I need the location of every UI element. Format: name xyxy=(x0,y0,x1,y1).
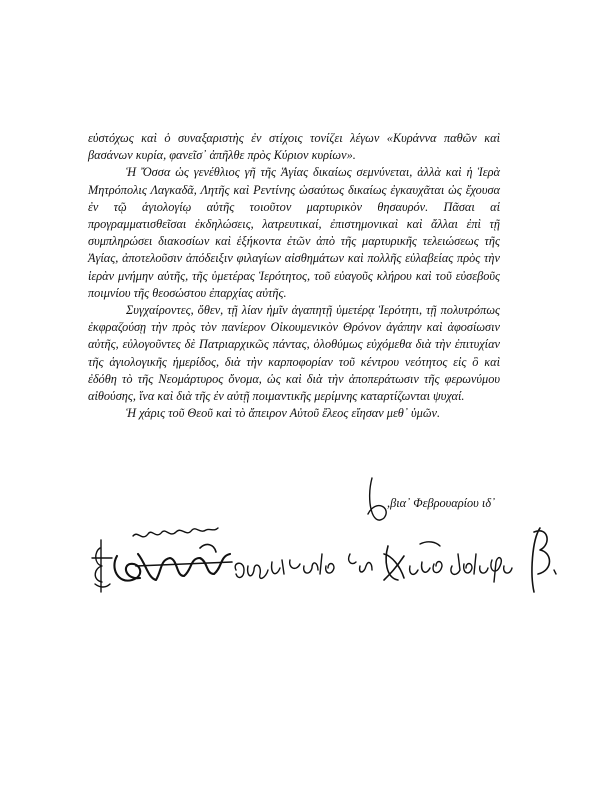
paragraph-quote: εὐστόχως καὶ ὁ συναξαριστὴς ἐν στίχοις τονίζει λέγων «Κυράννα παθῶν καὶ βασάνων κυρία, φανεῖσ᾽ ἀπῆλθε πρὸς Κύριον κυρίων». xyxy=(88,131,500,163)
date-line: ,βια᾽ Φεβρουαρίου ιδ᾽ xyxy=(387,496,496,510)
paragraph-ossa: Ἡ Ὄσσα ὡς γενέθλιος γῆ τῆς Ἁγίας δικαίως σεμνύνεται, ἀλλὰ καὶ ἡ Ἱερὰ Μητρόπολις Λαγκαδᾶ, Λητῆς καὶ Ρεντίνης ὡσαύτως δικαίως ἐγκαυχᾶται ὡς ἔχουσα ἐν τῷ ἁγιολογίῳ αὐτῆς τοιοῦτον μαρτυρικὸν θησαυρόν. Πᾶσαι αἱ προγραμματισθεῖσαι ἐκδηλώσεις, λατρευτικαί, ἐπιστημονικαὶ καὶ ἄλλαι ἐπὶ τῇ συμπληρώσει διακοσίων καὶ ἑξήκοντα ἐτῶν ἀπὸ τῆς μαρτυρικῆς τελειώσεως τῆς Ἁγίας, ἀποτελοῦσιν ἀπόδειξιν φιλαγίων αἰσθημάτων καὶ πολλῆς εὐλαβείας πρὸς τὴν ἱερὰν μνήμην αὐτῆς, τῆς ὑμετέρας Ἱερότητος, τοῦ εὐαγοῦς κλήρου καὶ τοῦ εὐσεβοῦς ποιμνίου τῆς θεοσώστου ἐπαρχίας αὐτῆς. xyxy=(88,165,500,300)
letter-body xyxy=(88,130,500,422)
paragraph-blessing: Ἡ χάρις τοῦ Θεοῦ καὶ τὸ ἄπειρον Αὐτοῦ ἔλεος εἴησαν μεθ᾽ ὑμῶν. xyxy=(126,406,441,421)
paragraph-congratulations: Συγχαίροντες, ὅθεν, τῇ λίαν ἡμῖν ἀγαπητῇ ὑμετέρᾳ Ἱερότητι, τῇ πολυτρόπως ἐκφραζούσῃ τὴν πρὸς τὸν πανίερον Οἰκουμενικὸν Θρόνον ἀγάπην καὶ ἀφοσίωσιν αὐτῆς, εὐλογοῦντες δὲ Πατριαρχικῶς πάντας, ὁλοθύμως εὐχόμεθα διὰ τὴν ἐπιτυχίαν τῆς ἁγιολογικῆς ἡμερίδος, διὰ τὴν καρποφορίαν τοῦ κέντρου νεότητος εἰς ὃ καὶ ἐδόθη τὸ τῆς Νεομάρτυρος ὄνομα, ὡς καὶ διὰ τὴν ἀποπεράτωσιν τῆς φερωνύμου αἰθούσης, ἵνα καὶ διὰ τῆς ἐν αὐτῇ ποιμαντικῆς μερίμνης καταρτίζωνται ψυχαί. xyxy=(88,303,500,404)
handwritten-signature xyxy=(0,470,589,610)
